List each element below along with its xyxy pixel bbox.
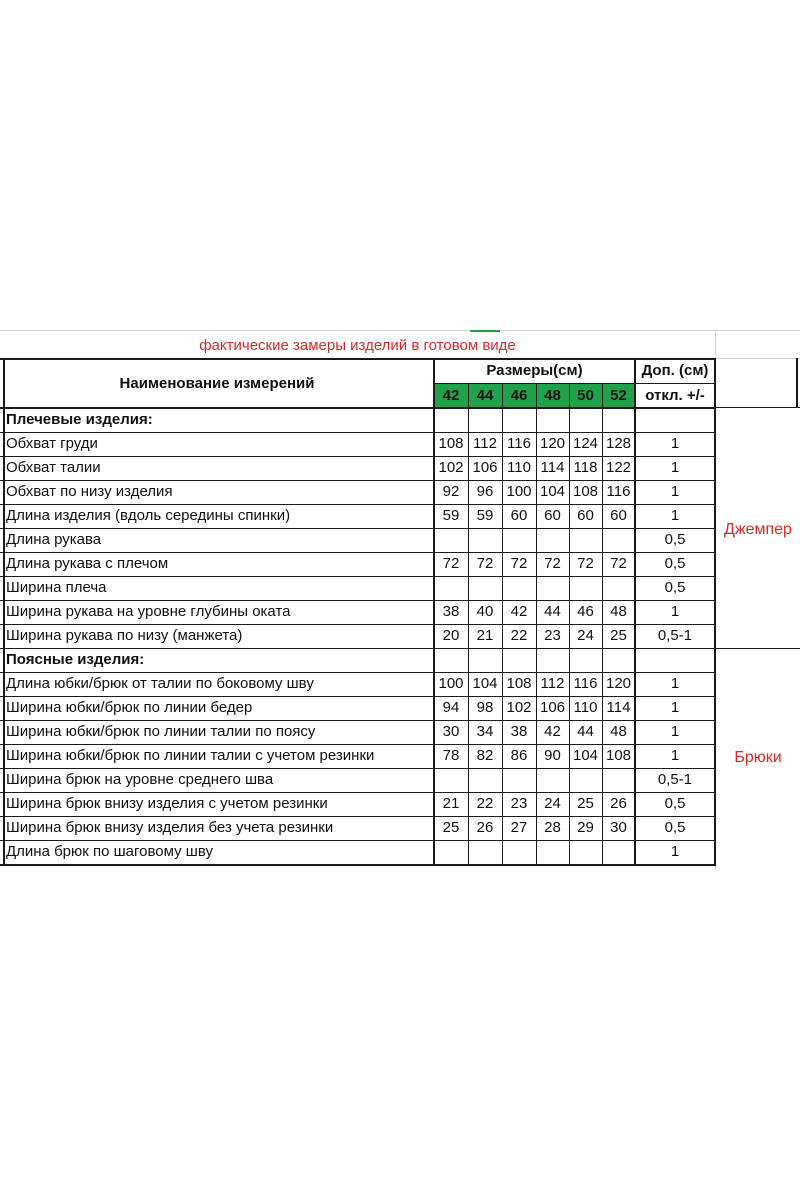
size-value-50 (569, 528, 602, 552)
grid-line (0, 744, 715, 745)
size-value-48 (536, 528, 569, 552)
tolerance-value: 1 (670, 603, 680, 620)
measurement-name: Длина рукава (6, 531, 102, 548)
size-value-46: 72 (510, 555, 528, 572)
measurement-name: Ширина брюк внизу изделия с учетом резинки (6, 795, 328, 812)
measurement-name: Длина брюк по шаговому шву (6, 843, 213, 860)
measurement-name: Ширина юбки/брюк по линии талии с учетом резинки (6, 747, 375, 764)
size-value-42: 72 (442, 555, 460, 572)
grid-line (0, 504, 715, 505)
size-value-52: 122 (605, 459, 632, 476)
size-value-48 (536, 576, 569, 600)
size-value-42: 94 (442, 699, 460, 716)
size-value-48: 72 (544, 555, 561, 572)
size-value-44 (468, 576, 502, 600)
size-header-52: 52 (610, 387, 627, 404)
tolerance-header: Доп. (см) (641, 362, 709, 379)
grid-line (433, 358, 435, 866)
grid-line (0, 648, 715, 649)
size-value-46 (502, 528, 536, 552)
size-value-50: 44 (577, 723, 594, 740)
size-value-48: 44 (544, 603, 561, 620)
tolerance-value: 1 (670, 699, 680, 716)
size-value-44: 34 (476, 723, 494, 740)
tolerance-subheader: откл. +/- (645, 387, 705, 404)
size-value-48 (536, 768, 569, 792)
size-value-42 (434, 528, 468, 552)
size-value-46: 38 (510, 723, 528, 740)
size-value-46 (502, 576, 536, 600)
size-header-50: 50 (577, 387, 594, 404)
grid-line (0, 672, 715, 673)
size-value-50: 118 (573, 459, 598, 476)
grid-line (0, 816, 715, 817)
size-header-42: 42 (442, 387, 460, 404)
measurement-name-header: Наименование измерений (119, 375, 315, 392)
size-value-52: 128 (605, 435, 632, 452)
size-value-46: 102 (506, 699, 532, 716)
measurement-name: Ширина плеча (6, 579, 107, 596)
size-value-52: 72 (610, 555, 627, 572)
size-value-46: 86 (510, 747, 528, 764)
size-value-44: 40 (476, 603, 494, 620)
size-value-46: 60 (510, 507, 528, 524)
grid-line (0, 720, 715, 721)
grid-line (0, 768, 715, 769)
size-value-44 (468, 840, 502, 864)
size-value-42 (434, 840, 468, 864)
size-value-44 (468, 768, 502, 792)
size-value-44: 104 (472, 675, 498, 692)
tolerance-value: 0,5-1 (657, 627, 693, 644)
size-value-44: 72 (476, 555, 494, 572)
grid-line (0, 624, 715, 625)
measurement-name: Длина рукава с плечом (6, 555, 169, 572)
measurement-name: Обхват груди (6, 435, 98, 452)
size-value-48: 114 (540, 459, 565, 476)
size-value-46: 110 (507, 459, 531, 476)
size-value-50: 110 (573, 699, 598, 716)
size-value-44: 26 (476, 819, 494, 836)
size-value-44: 22 (476, 795, 494, 812)
size-value-52: 48 (610, 723, 627, 740)
tolerance-value: 0,5 (664, 531, 686, 548)
size-value-44: 112 (473, 435, 497, 452)
measurement-name: Обхват талии (6, 459, 101, 476)
measurement-name: Ширина брюк внизу изделия без учета резинки (6, 819, 334, 836)
size-value-48: 120 (539, 435, 566, 452)
category-label-jumper: Джемпер (724, 521, 792, 538)
grid-line (0, 408, 715, 409)
measurement-name: Длина изделия (вдоль середины спинки) (6, 507, 291, 524)
size-value-52 (602, 768, 635, 792)
tolerance-value: 0,5-1 (657, 771, 693, 788)
size-value-42 (434, 768, 468, 792)
tolerance-value: 0,5 (664, 555, 686, 572)
size-value-42: 100 (438, 675, 464, 692)
size-value-42: 108 (438, 435, 464, 452)
size-value-48: 106 (539, 699, 566, 716)
size-value-52: 120 (605, 675, 632, 692)
size-value-50: 25 (577, 795, 594, 812)
size-header-46: 46 (510, 387, 528, 404)
measurement-name: Ширина юбки/брюк по линии талии по поясу (6, 723, 316, 740)
tolerance-value: 0,5 (664, 819, 686, 836)
size-value-52 (602, 576, 635, 600)
tolerance-value: 1 (670, 723, 680, 740)
tolerance-value: 1 (670, 747, 680, 764)
grid-line (0, 696, 715, 697)
grid-line (569, 383, 570, 866)
size-value-50 (569, 576, 602, 600)
section-title: Плечевые изделия: (6, 411, 153, 428)
size-value-42: 102 (438, 459, 464, 476)
size-value-42: 59 (442, 507, 460, 524)
size-value-46: 27 (510, 819, 528, 836)
size-value-44: 98 (476, 699, 494, 716)
size-value-52 (602, 840, 635, 864)
grid-line (716, 648, 800, 649)
size-value-46: 42 (510, 603, 528, 620)
grid-line (0, 432, 715, 433)
size-value-46: 22 (510, 627, 528, 644)
size-value-52: 30 (610, 819, 627, 836)
size-value-44: 59 (476, 507, 494, 524)
grid-line (634, 358, 636, 866)
size-value-48: 42 (544, 723, 561, 740)
size-value-50: 29 (577, 819, 594, 836)
size-value-42 (434, 576, 468, 600)
size-value-42: 21 (442, 795, 460, 812)
measurement-name: Ширина юбки/брюк по линии бедер (6, 699, 253, 716)
category-label-trousers: Брюки (734, 749, 782, 766)
size-value-48: 104 (539, 483, 566, 500)
measurement-name: Ширина рукава по низу (манжета) (6, 627, 243, 644)
grid-line (0, 840, 715, 841)
size-value-42: 30 (442, 723, 460, 740)
grid-line (434, 383, 715, 384)
tolerance-value: 1 (670, 459, 680, 476)
grid-line (796, 358, 798, 408)
grid-line (502, 383, 503, 866)
grid-line (0, 456, 715, 457)
grid-line (0, 528, 715, 529)
size-value-52: 48 (610, 603, 627, 620)
size-value-52 (602, 528, 635, 552)
size-value-50: 72 (577, 555, 594, 572)
size-value-50: 104 (572, 747, 599, 764)
size-value-50 (569, 840, 602, 864)
grid-line (536, 383, 537, 866)
grid-line (716, 407, 800, 408)
size-value-44: 106 (472, 459, 498, 476)
size-value-52: 116 (606, 483, 631, 500)
size-value-50: 116 (573, 675, 598, 692)
size-value-50: 24 (577, 627, 594, 644)
size-value-48 (536, 840, 569, 864)
table-title: фактические замеры изделий в готовом виде (199, 337, 516, 354)
tolerance-value: 0,5 (664, 795, 686, 812)
size-value-42: 78 (442, 747, 460, 764)
size-value-42: 20 (442, 627, 460, 644)
size-header-44: 44 (476, 387, 494, 404)
size-value-42: 92 (442, 483, 460, 500)
size-value-44: 21 (476, 627, 494, 644)
tolerance-value: 1 (670, 483, 680, 500)
grid-line (0, 792, 715, 793)
size-value-50: 108 (572, 483, 599, 500)
grid-line (714, 358, 716, 866)
size-header-48: 48 (544, 387, 561, 404)
measurements-sheet (0, 330, 800, 870)
tolerance-value: 0,5 (664, 579, 686, 596)
size-value-48: 24 (544, 795, 561, 812)
measurement-name: Ширина брюк на уровне среднего шва (6, 771, 274, 788)
size-value-46: 23 (510, 795, 528, 812)
size-value-48: 90 (544, 747, 561, 764)
tolerance-value: 1 (670, 435, 680, 452)
size-value-50 (569, 768, 602, 792)
size-value-46: 108 (506, 675, 532, 692)
size-value-44 (468, 528, 502, 552)
grid-line (3, 358, 5, 866)
size-value-46: 116 (507, 435, 531, 452)
grid-line (0, 864, 715, 866)
size-value-48: 28 (544, 819, 561, 836)
size-value-48: 60 (544, 507, 561, 524)
size-value-50: 124 (572, 435, 599, 452)
size-value-42: 25 (442, 819, 460, 836)
size-value-42: 38 (442, 603, 460, 620)
grid-line (0, 358, 715, 360)
size-value-48: 23 (544, 627, 561, 644)
size-value-46: 100 (506, 483, 532, 500)
tolerance-value: 1 (670, 675, 680, 692)
size-value-52: 25 (610, 627, 627, 644)
grid-line (0, 600, 715, 601)
section-title: Поясные изделия: (6, 651, 145, 668)
grid-line (602, 383, 603, 866)
size-value-52: 60 (610, 507, 627, 524)
size-value-44: 96 (476, 483, 494, 500)
size-value-48: 112 (540, 675, 565, 692)
size-value-46 (502, 768, 536, 792)
measurement-name: Ширина рукава на уровне глубины оката (6, 603, 291, 620)
size-value-50: 60 (577, 507, 594, 524)
measurement-name: Длина юбки/брюк от талии по боковому шву (6, 675, 314, 692)
measurement-name: Обхват по низу изделия (6, 483, 173, 500)
grid-line (0, 552, 715, 553)
size-value-46 (502, 840, 536, 864)
size-value-52: 108 (605, 747, 632, 764)
grid-line (468, 383, 469, 866)
tolerance-value: 1 (670, 843, 680, 860)
grid-line (0, 480, 715, 481)
size-value-52: 26 (610, 795, 627, 812)
tolerance-value: 1 (670, 507, 680, 524)
grid-line (0, 576, 715, 577)
size-value-44: 82 (476, 747, 494, 764)
size-value-52: 114 (606, 699, 631, 716)
size-value-50: 46 (577, 603, 594, 620)
sizes-header: Размеры(см) (486, 362, 583, 379)
